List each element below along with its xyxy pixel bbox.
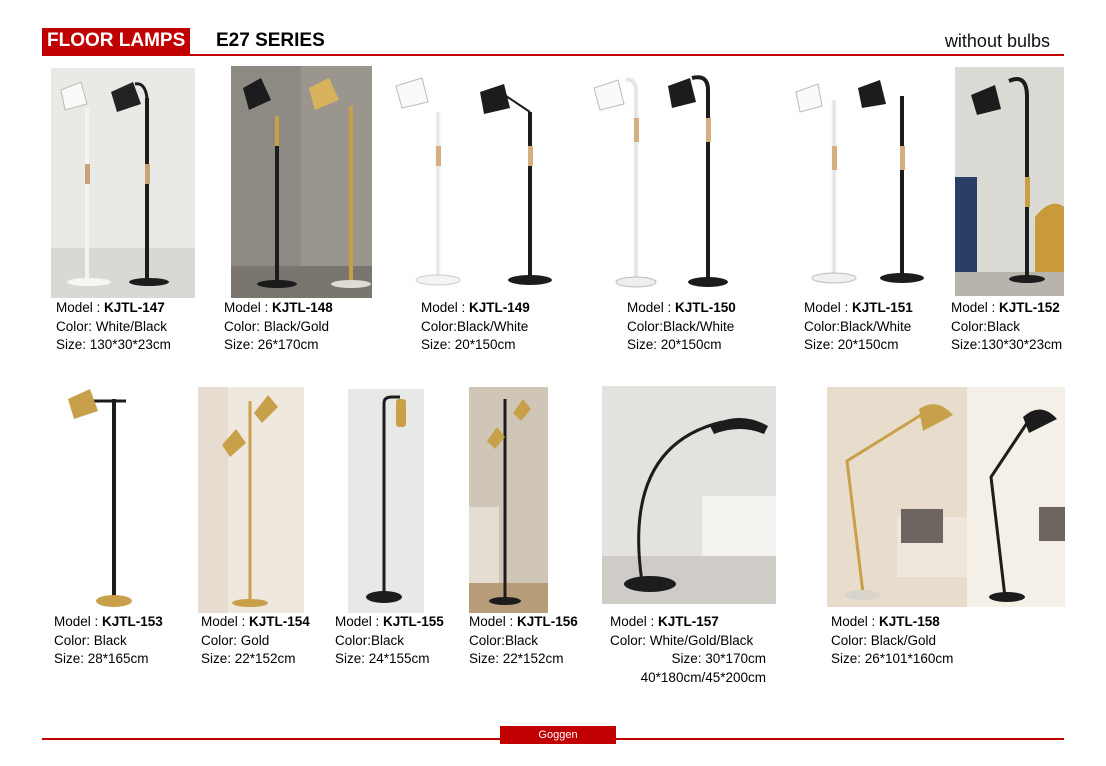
product-caption [627,299,736,355]
model-label: Model : [335,614,384,629]
model-label: Model : [469,614,518,629]
size-spec: Size: 130*30*23cm [56,337,171,352]
product-caption [804,299,913,355]
model-code: KJTL-151 [852,300,913,315]
product-photo-kjtl-149 [388,68,564,296]
color-spec: Color:Black/White [804,318,912,334]
model-code: KJTL-156 [517,614,578,629]
model-label: Model : [421,300,470,315]
product-caption [610,613,766,687]
product-photo-kjtl-153 [54,383,154,613]
size-spec: Size: 26*170cm [224,337,319,352]
color-spec: Color:Black/White [627,318,735,334]
header-divider [42,54,1064,56]
color-spec: Color: White/Gold/Black [610,632,754,648]
size-spec: Size: 22*152cm [469,651,564,666]
product-caption [469,613,578,669]
color-spec: Color: Black/Gold [831,632,937,648]
color-spec: Color:Black [335,632,405,648]
product-caption [335,613,444,669]
model-label: Model : [56,300,105,315]
size-spec: Size: 30*170cm [671,651,766,666]
model-code: KJTL-147 [104,300,165,315]
model-code: KJTL-158 [879,614,940,629]
product-caption [224,299,333,355]
model-code: KJTL-154 [249,614,310,629]
color-spec: Color: Gold [201,632,270,648]
model-label: Model : [610,614,659,629]
product-caption [56,299,171,355]
size-spec: Size: 20*150cm [421,337,516,352]
product-photo-kjtl-155 [348,389,424,613]
model-label: Model : [831,614,880,629]
product-photo-kjtl-151 [776,66,932,298]
model-code: KJTL-153 [102,614,163,629]
product-photo-kjtl-152 [955,67,1064,296]
product-caption [201,613,310,669]
size-spec: Size:130*30*23cm [951,337,1063,352]
model-label: Model : [804,300,853,315]
product-photo-kjtl-156 [469,387,548,613]
brand-label: Goggen [500,726,616,744]
series-title: E27 SERIES [216,30,325,51]
model-label: Model : [951,300,1000,315]
color-spec: Color:Black [951,318,1021,334]
bulbs-note: without bulbs [944,31,1050,51]
color-spec: Color: Black/Gold [224,318,330,334]
model-code: KJTL-157 [658,614,719,629]
product-caption [951,299,1062,355]
product-photo-kjtl-148 [231,66,372,298]
color-spec: Color: White/Black [56,318,168,334]
size-spec: Size: 22*152cm [201,651,296,666]
model-code: KJTL-152 [999,300,1060,315]
model-label: Model : [54,614,103,629]
model-label: Model : [224,300,273,315]
color-spec: Color:Black/White [421,318,529,334]
size-spec: Size: 24*155cm [335,651,430,666]
model-label: Model : [201,614,250,629]
size-spec: Size: 28*165cm [54,651,149,666]
product-photo-kjtl-150 [590,72,740,292]
product-photo-kjtl-154 [198,387,304,613]
model-code: KJTL-155 [383,614,444,629]
size-spec: Size: 20*150cm [804,337,899,352]
product-caption [421,299,530,355]
model-code: KJTL-148 [272,300,333,315]
category-badge: FLOOR LAMPS [42,28,190,54]
color-spec: Color: Black [54,632,127,648]
product-photo-kjtl-157 [602,386,776,604]
product-caption [54,613,163,669]
size-spec: Size: 26*101*160cm [831,651,954,666]
product-photo-kjtl-147 [51,68,195,298]
product-caption [831,613,953,669]
model-code: KJTL-150 [675,300,736,315]
size-spec: Size: 20*150cm [627,337,722,352]
model-code: KJTL-149 [469,300,530,315]
size-spec-extra: 40*180cm/45*200cm [640,669,766,685]
color-spec: Color:Black [469,632,539,648]
model-label: Model : [627,300,676,315]
product-photo-kjtl-158 [827,387,1065,607]
